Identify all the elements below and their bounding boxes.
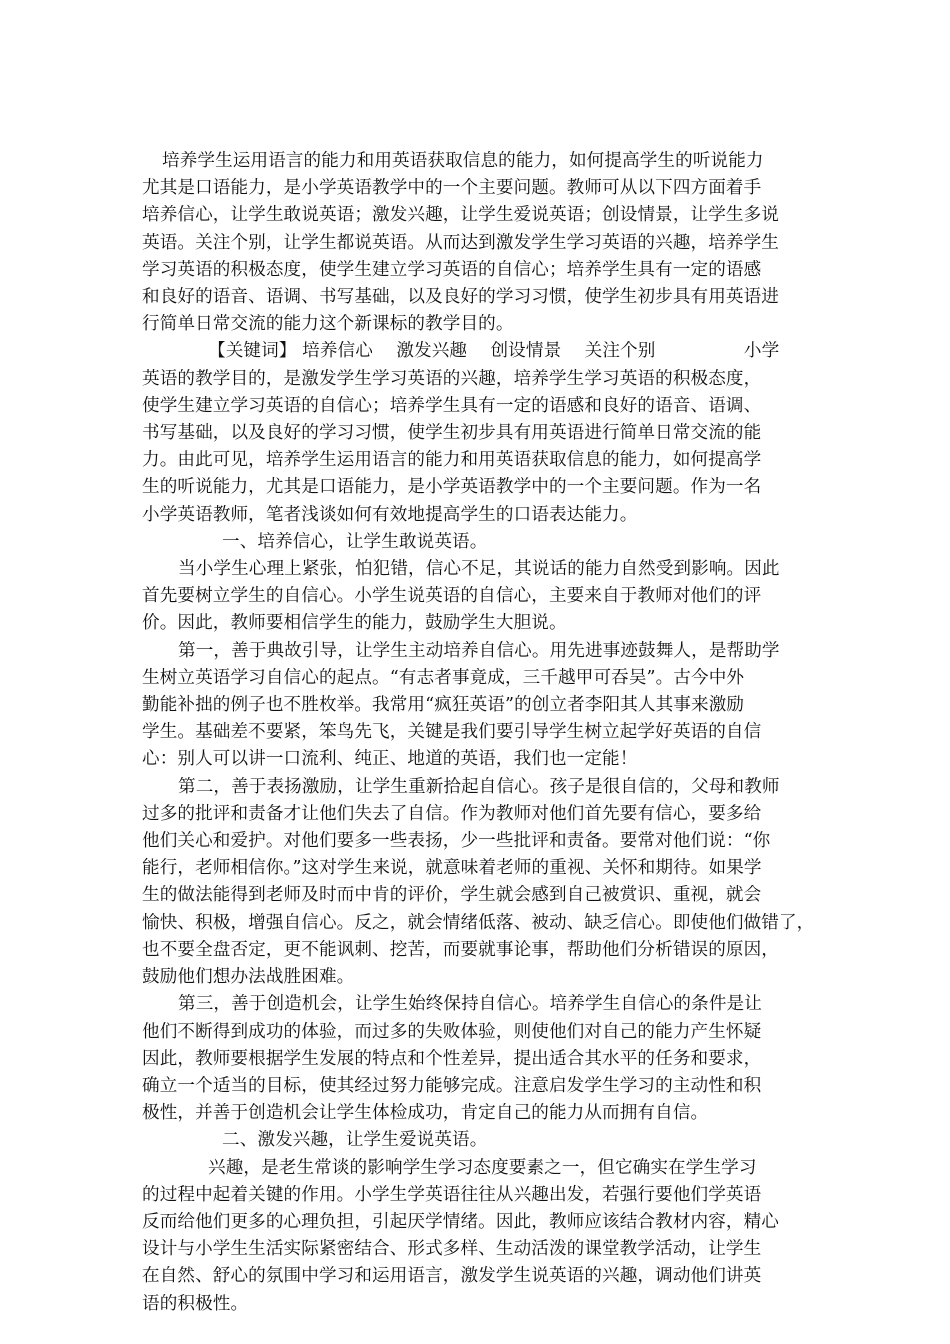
abstract-line: 学习英语的积极态度，使学生建立学习英语的自信心；培养学生具有一定的语感	[142, 259, 762, 280]
body-line: 在自然、舒心的氛围中学习和运用语言，激发学生说英语的兴趣，调动他们讲英	[142, 1266, 762, 1287]
body-line: 因此，教师要根据学生发展的特点和个性差异，提出适合其水平的任务和要求，	[142, 1048, 762, 1069]
abstract-line: 行简单日常交流的能力这个新课标的教学目的。	[142, 314, 514, 335]
abstract-line: 和良好的语音、语调、书写基础，以及良好的学习习惯，使学生初步具有用英语进	[142, 287, 779, 308]
body-line: 兴趣，是老生常谈的影响学生学习态度要素之一，但它确实在学生学习	[208, 1157, 757, 1178]
heading-text: 一、培养信心，让学生敢说英语。	[222, 531, 488, 552]
section-heading-1	[142, 529, 810, 556]
body-paragraph-2	[142, 638, 810, 774]
body-line: 价。因此，教师要相信学生的能力，鼓励学生大胆说。	[142, 613, 567, 634]
body-line: 第一，善于典故引导，让学生主动培养自信心。用先进事迹鼓舞人，是帮助学	[178, 640, 780, 661]
body-line: 能行，老师相信你。”这对学生来说，就意味着老师的重视、关怀和期待。如果学	[142, 858, 762, 879]
intro-line: 生的听说能力，尤其是口语能力，是小学英语教学中的一个主要问题。作为一名	[142, 477, 762, 498]
body-line: 当小学生心理上紧张，怕犯错，信心不足，其说话的能力自然受到影响。因此	[178, 559, 780, 580]
body-line: 生的做法能得到老师及时而中肯的评价，学生就会感到自己被赏识、重视，就会	[142, 885, 762, 906]
body-line: 愉快、积极，增强自信心。反之，就会情绪低落、被动、缺乏信心。即使他们做错了，	[142, 912, 815, 933]
intro-line: 书写基础，以及良好的学习习惯，使学生初步具有用英语进行简单日常交流的能	[142, 423, 762, 444]
body-line: 勤能补拙的例子也不胜枚举。我常用“疯狂英语”的创立者李阳其人其事来激励	[142, 695, 745, 716]
body-paragraph-3	[142, 774, 815, 992]
body-line: 鼓励他们想办法战胜困难。	[142, 967, 355, 988]
intro-line: 小学英语教师，笔者浅谈如何有效地提高学生的口语表达能力。	[142, 504, 638, 525]
intro-line: 使学生建立学习英语的自信心；培养学生具有一定的语感和良好的语音、语调、	[142, 395, 762, 416]
body-line: 学生。基础差不要紧，笨鸟先飞，关键是我们要引导学生树立起学好英语的自信	[142, 722, 762, 743]
body-line: 反而给他们更多的心理负担，引起厌学情绪。因此，教师应该结合教材内容，精心	[142, 1211, 779, 1232]
body-line: 生树立英语学习自信心的起点。“有志者事竟成，三千越甲可吞吴”。古今中外	[142, 667, 745, 688]
body-line: 他们关心和爱护。对他们要多一些表扬，少一些批评和责备。要常对他们说：“你	[142, 831, 771, 852]
keywords-paragraph	[142, 338, 810, 528]
abstract-paragraph	[142, 148, 810, 338]
body-line: 第三，善于创造机会，让学生始终保持自信心。培养学生自信心的条件是让	[178, 994, 762, 1015]
body-paragraph-4	[142, 991, 810, 1127]
body-line: 首先要树立学生的自信心。小学生说英语的自信心，主要来自于教师对他们的评	[142, 586, 762, 607]
abstract-line: 英语。关注个别，让学生都说英语。从而达到激发学生学习英语的兴趣，培养学生	[142, 232, 779, 253]
body-line: 的过程中起着关键的作用。小学生学英语往往从兴趣出发，若强行要他们学英语	[142, 1184, 762, 1205]
section-heading-2	[142, 1127, 810, 1154]
intro-line: 英语的教学目的，是激发学生学习英语的兴趣，培养学生学习英语的积极态度，	[142, 368, 762, 389]
body-line: 过多的批评和责备才让他们失去了自信。作为教师对他们首先要有信心，要多给	[142, 803, 762, 824]
abstract-line: 培养信心，让学生敢说英语；激发兴趣，让学生爱说英语；创设情景，让学生多说	[142, 205, 779, 226]
body-line: 他们不断得到成功的体验，而过多的失败体验，则使他们对自己的能力产生怀疑	[142, 1021, 762, 1042]
body-line: 语的积极性。	[142, 1293, 249, 1314]
keywords-line: 【关键词】 培养信心 激发兴趣 创设情景 关注个别 小学	[208, 341, 780, 362]
body-line: 设计与小学生生活实际紧密结合、形式多样、生动活泼的课堂教学活动，让学生	[142, 1239, 762, 1260]
intro-line: 力。由此可见，培养学生运用语言的能力和用英语获取信息的能力，如何提高学	[142, 450, 762, 471]
document-page	[142, 148, 815, 1318]
body-paragraph-1	[142, 556, 810, 638]
body-line: 心：别人可以讲一口流利、纯正、地道的英语，我们也一定能！	[142, 749, 638, 770]
abstract-line: 培养学生运用语言的能力和用英语获取信息的能力，如何提高学生的听说能力	[162, 151, 764, 171]
heading-text: 二、激发兴趣，让学生爱说英语。	[222, 1130, 488, 1151]
body-line: 确立一个适当的目标，使其经过努力能够完成。注意启发学生学习的主动性和积	[142, 1075, 762, 1096]
body-line: 第二，善于表扬激励，让学生重新拾起自信心。孩子是很自信的，父母和教师	[178, 776, 780, 797]
body-paragraph-5	[142, 1155, 810, 1318]
body-line: 也不要全盘否定，更不能讽刺、挖苦，而要就事论事，帮助他们分析错误的原因，	[142, 939, 779, 960]
body-line: 极性，并善于创造机会让学生体检成功，肯定自己的能力从而拥有自信。	[142, 1103, 709, 1124]
abstract-line: 尤其是口语能力，是小学英语教学中的一个主要问题。教师可从以下四方面着手	[142, 178, 762, 199]
